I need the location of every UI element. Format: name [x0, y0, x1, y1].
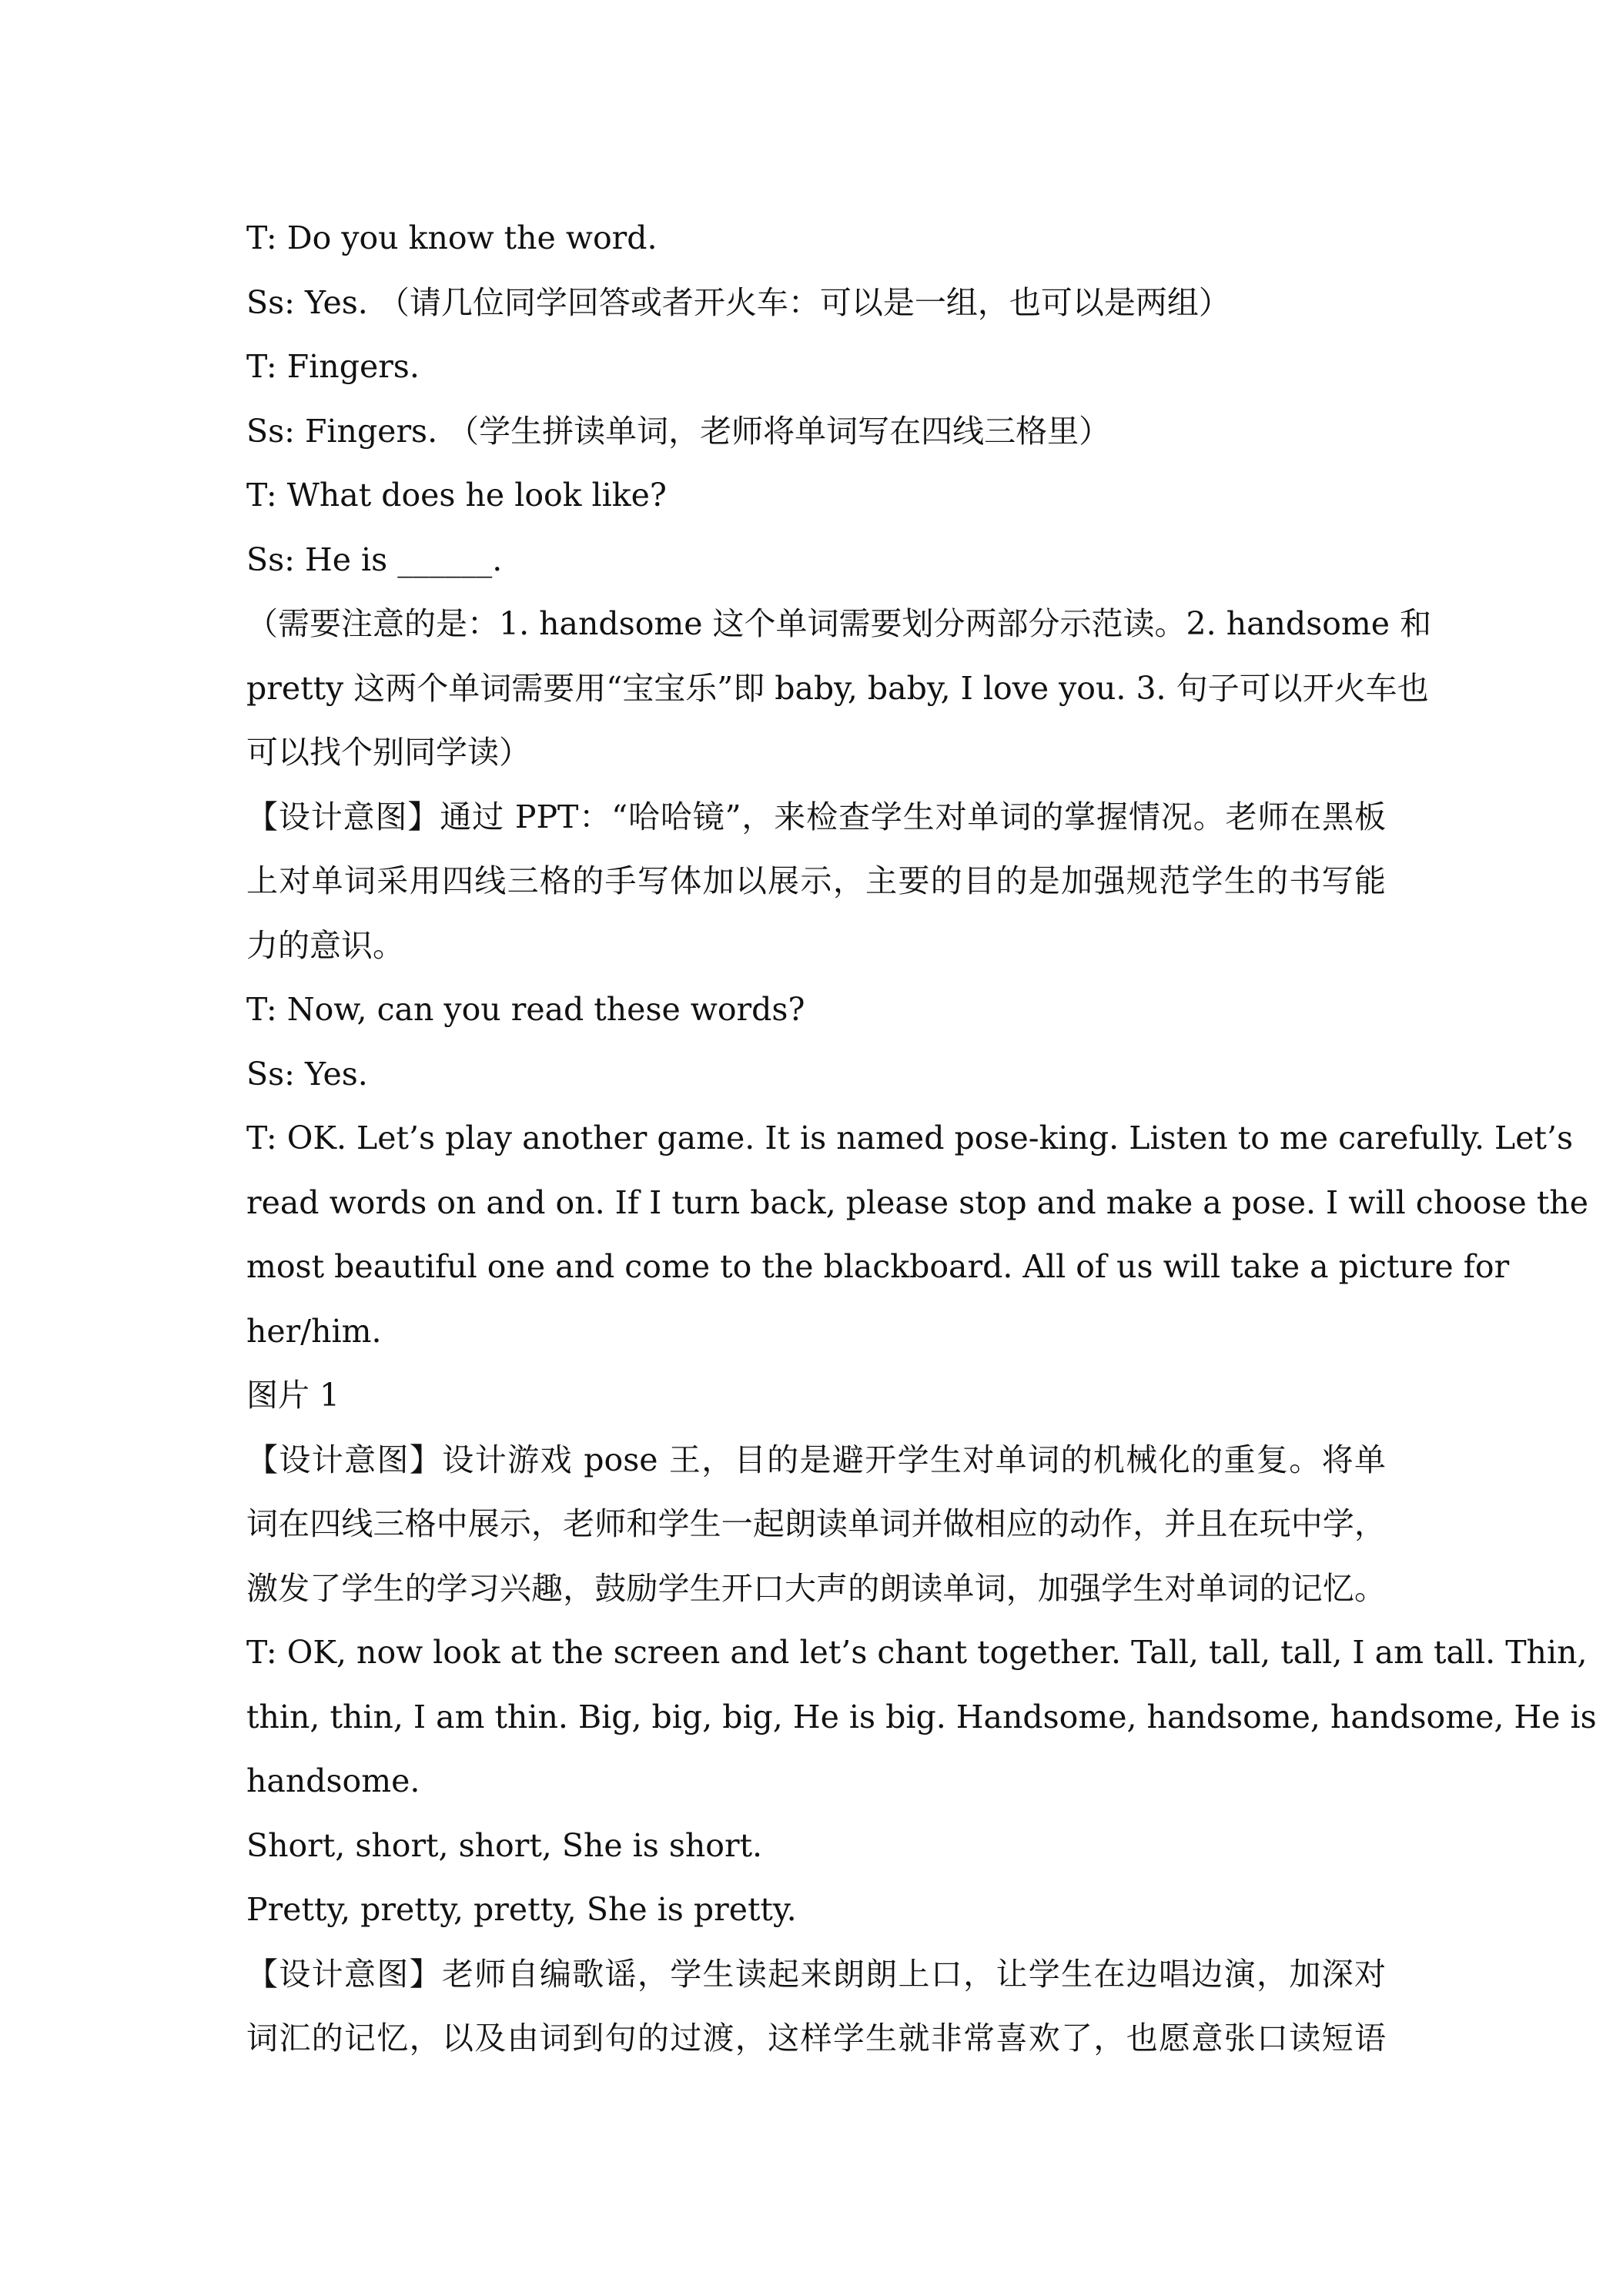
text-line: 上对单词采用四线三格的手写体加以展示，主要的目的是加强规范学生的书写能: [246, 862, 1386, 899]
text-line: pretty 这两个单词需要用“宝宝乐”即 baby, baby, I love you. 3. 句子可以开火车也: [246, 669, 1429, 707]
text-line: 词汇的记忆，以及由词到句的过渡，这样学生就非常喜欢了，也愿意张口读短语: [246, 2020, 1386, 2057]
text-line: 力的意识。: [246, 926, 404, 964]
text-line: Ss: Yes. （请几位同学回答或者开火车：可以是一组，也可以是两组）: [246, 283, 1230, 321]
text-line: 激发了学生的学习兴趣，鼓励学生开口大声的朗读单词，加强学生对单词的记忆。: [246, 1569, 1386, 1607]
text-line: read words on and on. If I turn back, please stop and make a pose. I will choose the: [246, 1183, 1588, 1221]
text-line: most beautiful one and come to the blackboard. All of us will take a picture for: [246, 1248, 1510, 1285]
text-line: Ss: Fingers. （学生拼读单词，老师将单词写在四线三格里）: [246, 412, 1111, 450]
text-line: 词在四线三格中展示，老师和学生一起朗读单词并做相应的动作，并且在玩中学，: [246, 1505, 1386, 1542]
text-line: 【设计意图】老师自编歌谣，学生读起来朗朗上口，让学生在边唱边演，加深对: [246, 1955, 1386, 1993]
text-line: thin, thin, I am thin. Big, big, big, He is big. Handsome, handsome, handsome, He is: [246, 1698, 1597, 1735]
text-line: Pretty, pretty, pretty, She is pretty.: [246, 1891, 797, 1928]
text-line: 图片 1: [246, 1377, 340, 1414]
text-line: T: OK. Let’s play another game. It is named pose-king. Listen to me carefully. Let’s: [246, 1120, 1574, 1156]
text-line: 可以找个别同学读）: [246, 734, 530, 771]
text-line: （需要注意的是：1. handsome 这个单词需要划分两部分示范读。2. handsome 和: [246, 605, 1432, 642]
text-line: 【设计意图】通过 PPT：“哈哈镜”，来检查学生对单词的掌握情况。老师在黑板: [246, 798, 1386, 835]
text-line: Ss: Yes.: [246, 1055, 368, 1093]
text-line: handsome.: [246, 1762, 420, 1799]
text-line: T: What does he look like?: [246, 477, 667, 514]
text-line: her/him.: [246, 1312, 382, 1350]
text-line: T: Do you know the word.: [246, 219, 658, 256]
text-line: Short, short, short, She is short.: [246, 1826, 763, 1864]
text-line: Ss: He is ______.: [246, 541, 503, 578]
text-line: 【设计意图】设计游戏 pose 王，目的是避开学生对单词的机械化的重复。将单: [246, 1441, 1386, 1478]
text-line: T: Now, can you read these words?: [246, 991, 805, 1028]
text-line: T: OK, now look at the screen and let’s chant together. Tall, tall, tall, I am tall. Thin,: [246, 1634, 1588, 1671]
text-line: T: Fingers.: [246, 348, 420, 385]
document-body: [246, 206, 1597, 2071]
